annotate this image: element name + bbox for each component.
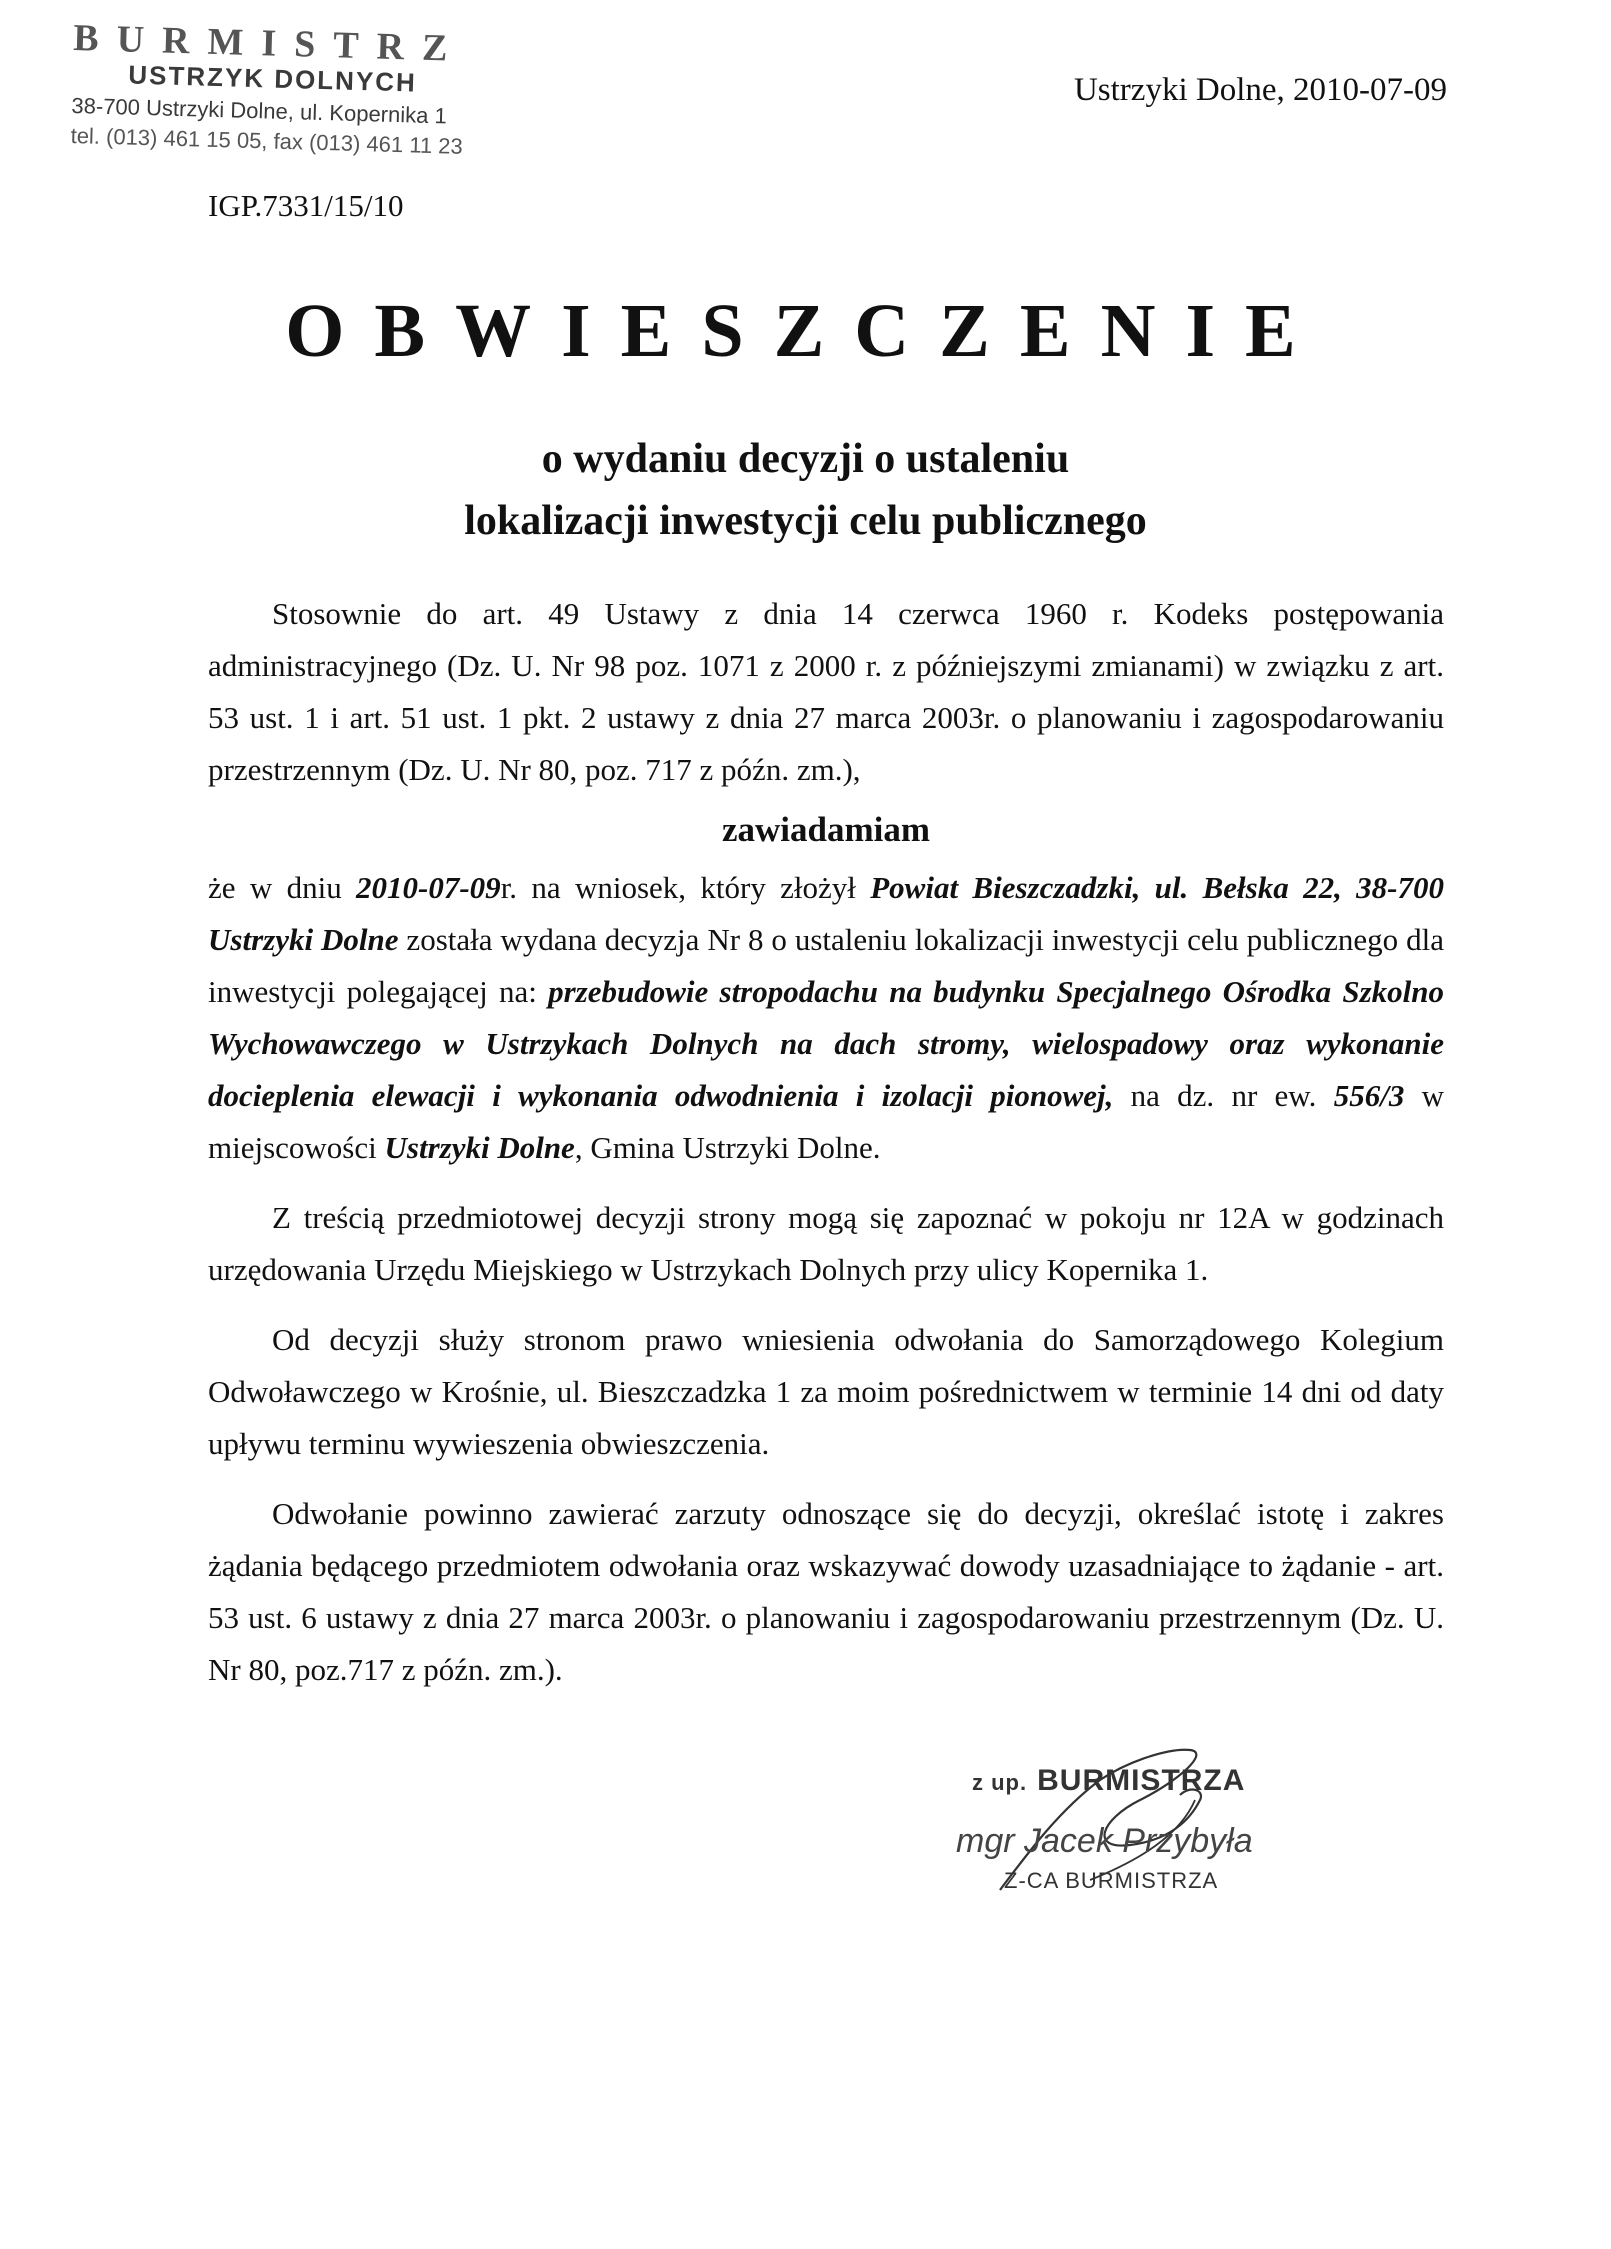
applicant-name: Powiat Bieszczadzki, ul. Bełska 22, 38-700 Ustrzyki Dolne [208,870,1444,957]
signature-stamp [940,1740,1360,1893]
place-date: Ustrzyki Dolne, 2010-07-09 [1073,72,1447,108]
locality-name: Ustrzyki Dolne [384,1130,575,1165]
signature-authority-text: BURMISTRZA [1037,1764,1246,1797]
stamp-title: BURMISTRZ [72,16,466,70]
signatory-name: mgr Jacek Przybyła [956,1822,1253,1860]
parcel-number: 556/3 [1333,1078,1405,1113]
stamp-subtitle: USTRZYK DOLNYCH [127,59,418,98]
appeal-content-paragraph: Odwołanie powinno zawierać zarzuty odnoszące się do decyzji, określać istotę i zakres żądania będącego przedmiotem odwołania oraz wskazywać dowody uzasadniające to żądanie - art. 53 ust. 6 ustawy z dnia 27 marca 2003r. o planowaniu i zagospodarowaniu przestrzennym (Dz. U. Nr 80, poz.717 z późn. zm.). [208,1496,1444,1687]
decision-paragraph [208,862,1444,1174]
investment-description: przebudowie stropodachu na budynku Specjalnego Ośrodka Szkolno Wychowawczego w Ustrzykach Dolnych na dach stromy, wielospadowy oraz wykonanie docieplenia elewacji i wykonania odwodnienia i izolacji pionowej, [208,974,1444,1113]
document-title: OBWIESZCZENIE [285,289,1326,373]
reference-number: IGP.7331/15/10 [208,188,404,223]
signature-authority [972,1764,1245,1798]
stamp-address: 38-700 Ustrzyki Dolne, ul. Kopernika 1 [71,92,448,129]
decision-text-4: na dz. nr ew. [1113,1078,1334,1113]
document-body [208,588,1444,1696]
signature-prefix: z up. [972,1770,1028,1795]
decision-text-3: została wydana decyzja Nr 8 o ustaleniu lokalizacji inwestycji celu publicznego dla inwestycji polegającej na: [208,922,1444,1009]
signatory-role: Z-CA BURMISTRZA [1004,1868,1219,1893]
document-subtitle [0,428,1611,552]
office-stamp [70,16,474,160]
decision-text-5: w miejscowości [208,1078,1444,1165]
announcement-word: zawiadamiam [721,810,931,849]
legal-basis-paragraph: Stosownie do art. 49 Ustawy z dnia 14 czerwca 1960 r. Kodeks postępowania administracyjnego (Dz. U. Nr 98 poz. 1071 z 2000 r. z późniejszymi zmianami) w związku z art. 53 ust. 1 i art. 51 ust. 1 pkt. 2 ustawy z dnia 27 marca 2003r. o planowaniu i zagospodarowaniu przestrzennym (Dz. U. Nr 80, poz. 717 z późn. zm.), [208,596,1444,787]
inspection-paragraph: Z treścią przedmiotowej decyzji strony mogą się zapoznać w pokoju nr 12A w godzinach urzędowania Urzędu Miejskiego w Ustrzykach Dolnych przy ulicy Kopernika 1. [208,1200,1444,1287]
decision-text-2: r. na wniosek, który złożył [500,870,871,905]
subtitle-line-1: o wydaniu decyzji o ustaleniu [541,436,1070,482]
decision-date: 2010-07-09 [356,870,501,905]
decision-text-6: , Gmina Ustrzyki Dolne. [574,1130,881,1165]
appeal-right-paragraph: Od decyzji służy stronom prawo wniesienia odwołania do Samorządowego Kolegium Odwoławczego w Krośnie, ul. Bieszczadzka 1 za moim pośrednictwem w terminie 14 dni od daty upływu terminu wywieszenia obwieszczenia. [208,1322,1444,1461]
stamp-phone: tel. (013) 461 15 05, fax (013) 461 11 23 [70,122,464,159]
decision-text-1: że w dniu [208,870,357,905]
subtitle-line-2: lokalizacji inwestycji celu publicznego [464,498,1147,544]
